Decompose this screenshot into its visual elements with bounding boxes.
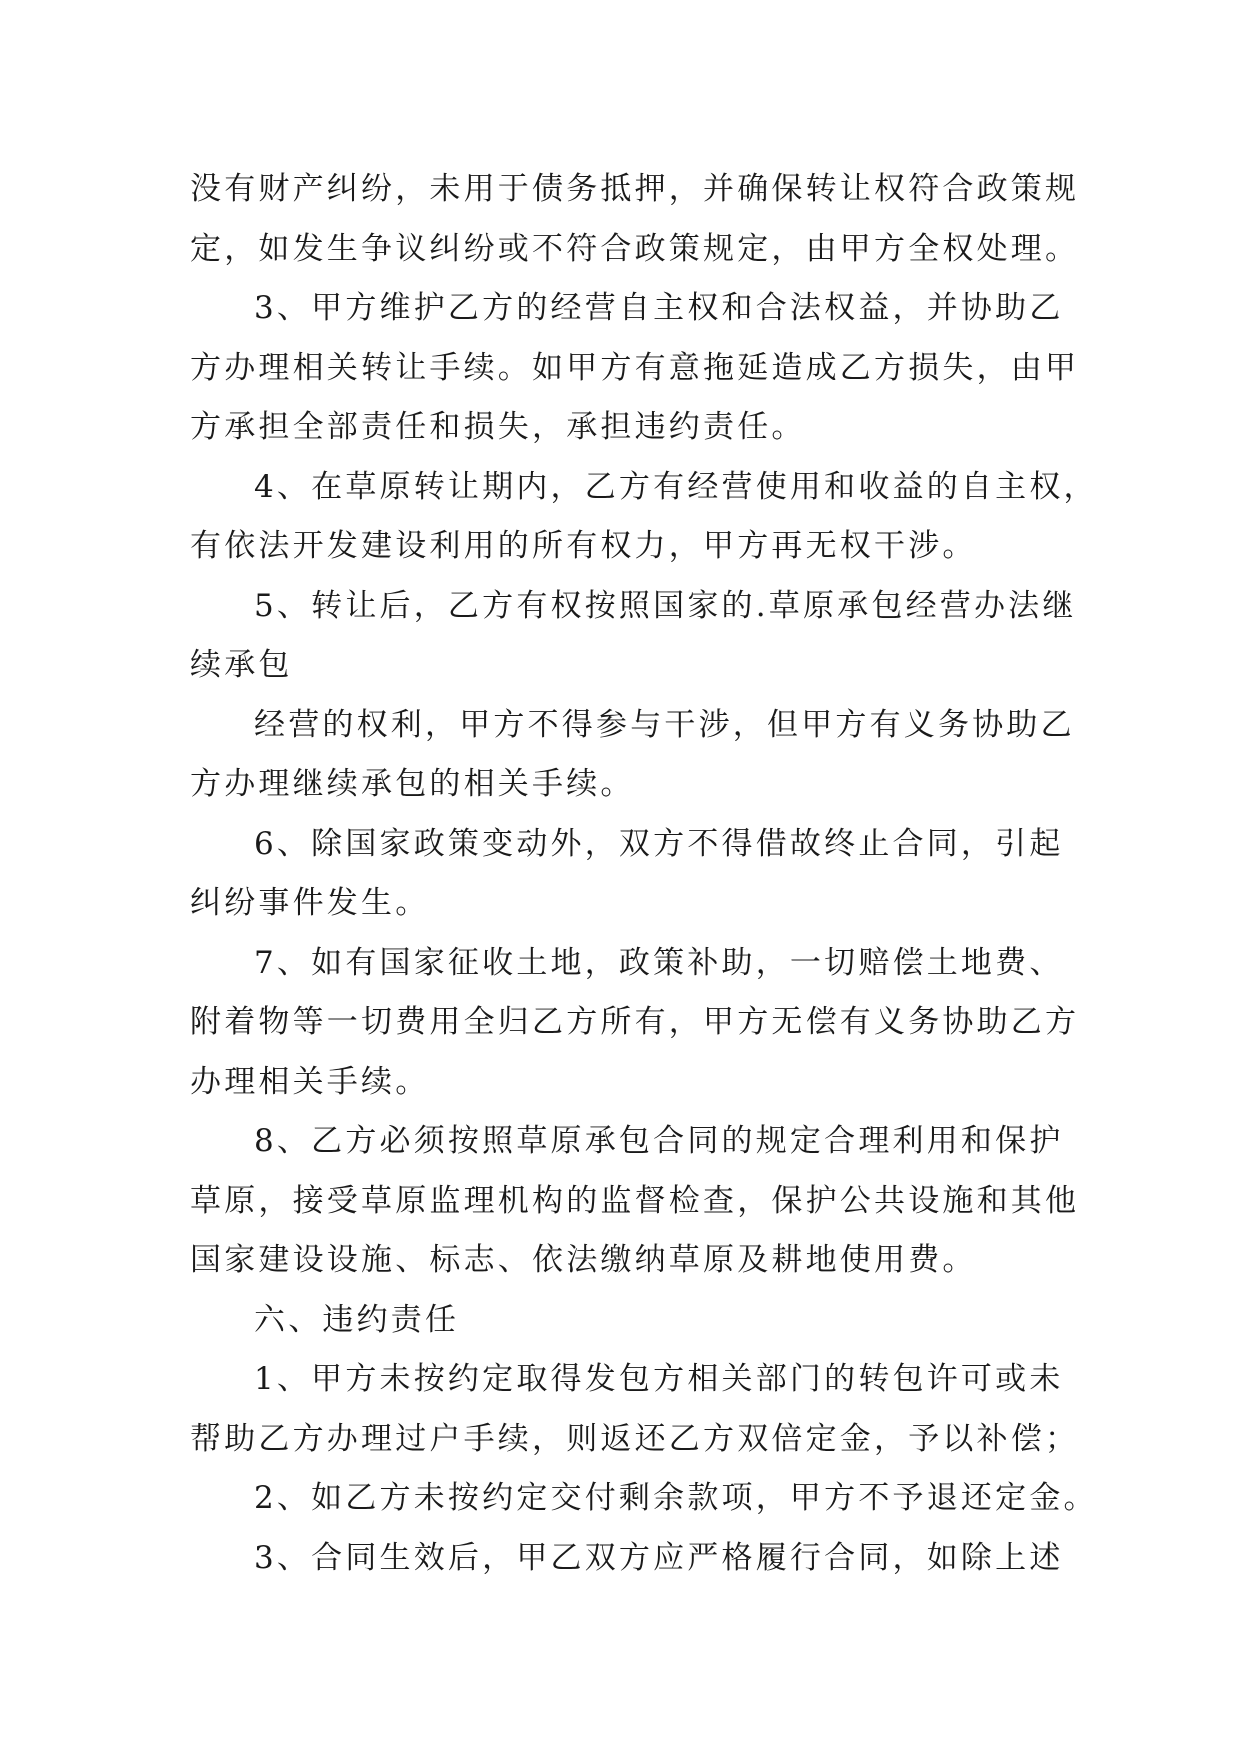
text-line: 附着物等一切费用全归乙方所有，甲方无偿有义务协助乙方 <box>190 1004 1080 1040</box>
text-line: 定，如发生争议纠纷或不符合政策规定，由甲方全权处理。 <box>190 230 1080 267</box>
text-line: 1、甲方未按约定取得发包方相关部门的转包许可或未 <box>254 1361 1064 1397</box>
text-line: 方办理相关转让手续。如甲方有意拖延造成乙方损失，由甲 <box>190 349 1080 386</box>
text-line: 6、除国家政策变动外，双方不得借故终止合同，引起 <box>254 825 1064 862</box>
text-line: 2、如乙方未按约定交付剩余款项，甲方不予退还定金。 <box>254 1480 1098 1516</box>
text-line: 8、乙方必须按照草原承包合同的规定合理利用和保护 <box>254 1123 1064 1159</box>
text-line: 方办理继续承包的相关手续。 <box>190 766 635 802</box>
text-line: 4、在草原转让期内，乙方有经营使用和收益的自主权， <box>254 468 1098 505</box>
text-line: 国家建设设施、标志、依法缴纳草原及耕地使用费。 <box>190 1242 977 1278</box>
text-line: 帮助乙方办理过户手续，则返还乙方双倍定金，予以补偿； <box>190 1420 1080 1457</box>
text-line: 5、转让后，乙方有权按照国家的.草原承包经营办法继 <box>254 587 1077 624</box>
text-line: 7、如有国家征收土地，政策补助，一切赔偿土地费、 <box>254 944 1064 981</box>
text-line: 有依法开发建设利用的所有权力，甲方再无权干涉。 <box>190 528 977 564</box>
text-line: 草原，接受草原监理机构的监督检查，保护公共设施和其他 <box>190 1182 1080 1219</box>
text-line: 纠纷事件发生。 <box>190 885 430 921</box>
text-line: 办理相关手续。 <box>190 1063 430 1100</box>
text-line: 续承包 <box>190 647 293 683</box>
contract-body-text <box>190 160 1098 1588</box>
text-line: 没有财产纠纷，未用于债务抵押，并确保转让权符合政策规 <box>190 171 1080 207</box>
text-line: 3、甲方维护乙方的经营自主权和合法权益，并协助乙 <box>254 290 1064 326</box>
text-line: 方承担全部责任和损失，承担违约责任。 <box>190 409 806 445</box>
text-line: 3、合同生效后，甲乙双方应严格履行合同，如除上述 <box>254 1539 1064 1576</box>
section-heading: 六、违约责任 <box>254 1301 460 1338</box>
text-line: 经营的权利，甲方不得参与干涉，但甲方有义务协助乙 <box>254 706 1075 743</box>
